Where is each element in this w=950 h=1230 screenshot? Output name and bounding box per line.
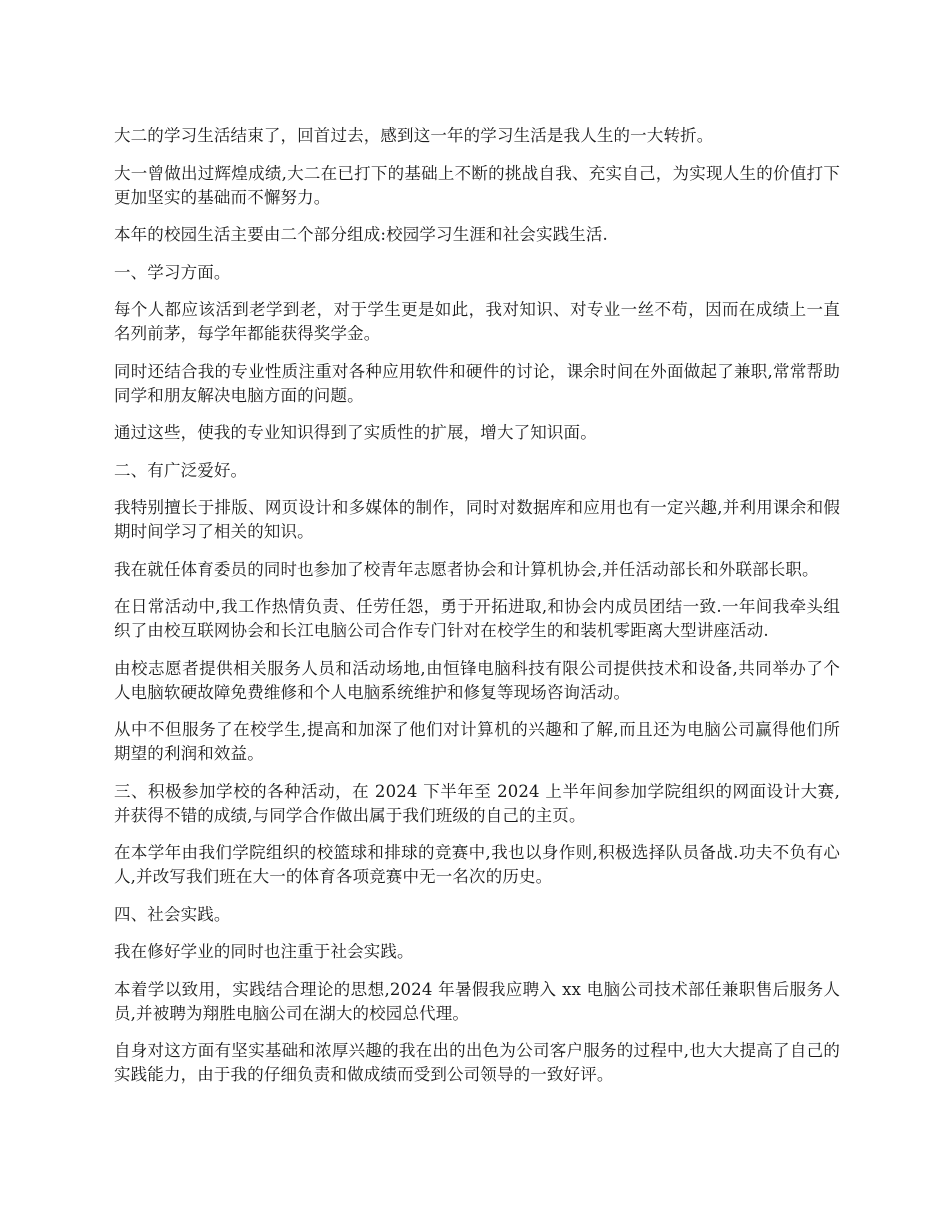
paragraph-7: 通过这些，使我的专业知识得到了实质性的扩展，增大了知识面。 [114, 423, 597, 442]
paragraph-3: 本年的校园生活主要由二个部分组成:校园学习生涯和社会实践生活. [114, 225, 608, 244]
paragraph-12: 由校志愿者提供相关服务人员和活动场地,由恒锋电脑科技有限公司提供技术和设备,共同举办了个人电脑软硬故障免费维修和个人电脑系统维护和修复等现场咨询活动。 [114, 658, 840, 702]
paragraph-1: 大二的学习生活结束了，回首过去，感到这一年的学习生活是我人生的一大转折。 [114, 126, 714, 145]
paragraph-9: 我特别擅长于排版、网页设计和多媒体的制作，同时对数据库和应用也有一定兴趣,并利用课余和假期时间学习了相关的知识。 [114, 498, 840, 541]
paragraph-2: 大一曾做出过辉煌成绩,大二在已打下的基础上不断的挑战自我、充实自己，为实现人生的价值打下更加坚实的基础而不懈努力。 [114, 163, 840, 207]
section-heading-study: 一、学习方面。 [114, 262, 231, 282]
paragraph-6: 同时还结合我的专业性质注重对各种应用软件和硬件的讨论，课余时间在外面做起了兼职,常常帮助同学和朋友解决电脑方面的问题。 [114, 361, 840, 405]
paragraph-13: 从中不但服务了在校学生,提高和加深了他们对计算机的兴趣和了解,而且还为电脑公司赢得他们所期望的利润和效益。 [114, 720, 840, 763]
paragraph-10: 我在就任体育委员的同时也参加了校青年志愿者协会和计算机协会,并任活动部长和外联部长职。 [114, 559, 819, 579]
paragraph-17: 我在修好学业的同时也注重于社会实践。 [114, 942, 414, 961]
paragraph-18: 本着学以致用，实践结合理论的思想,2024 年暑假我应聘入 xx 电脑公司技术部任兼职售后服务人员,并被聘为翔胜电脑公司在湖大的校园总代理。 [114, 979, 840, 1023]
section-heading-hobbies: 二、有广泛爱好。 [114, 460, 248, 480]
paragraph-15: 在本学年由我们学院组织的校篮球和排球的竞赛中,我也以身作则,积极选择队员备战.功夫不负有心人,并改写我们班在大一的体育各项竞赛中无一名次的历史。 [114, 843, 840, 886]
section-heading-activities: 三、积极参加学校的各种活动，在 2024 下半年至 2024 上半年间参加学院组织的网面设计大赛,并获得不错的成绩,与同学合作做出属于我们班级的自己的主页。 [114, 781, 840, 825]
section-heading-practice: 四、社会实践。 [114, 904, 231, 924]
paragraph-11: 在日常活动中,我工作热情负责、任劳任怨，勇于开拓进取,和协会内成员团结一致.一年间我牵头组织了由校互联网协会和长江电脑公司合作专门针对在校学生的和装机零距离大型讲座活动. [114, 597, 840, 640]
paragraph-5: 每个人都应该活到老学到老，对于学生更是如此，我对知识、对专业一丝不苟，因而在成绩上一直名列前茅，每学年都能获得奖学金。 [114, 300, 840, 343]
paragraph-19: 自身对这方面有坚实基础和浓厚兴趣的我在出的出色为公司客户服务的过程中,也大大提高了自己的实践能力，由于我的仔细负责和做成绩而受到公司领导的一致好评。 [114, 1041, 840, 1084]
